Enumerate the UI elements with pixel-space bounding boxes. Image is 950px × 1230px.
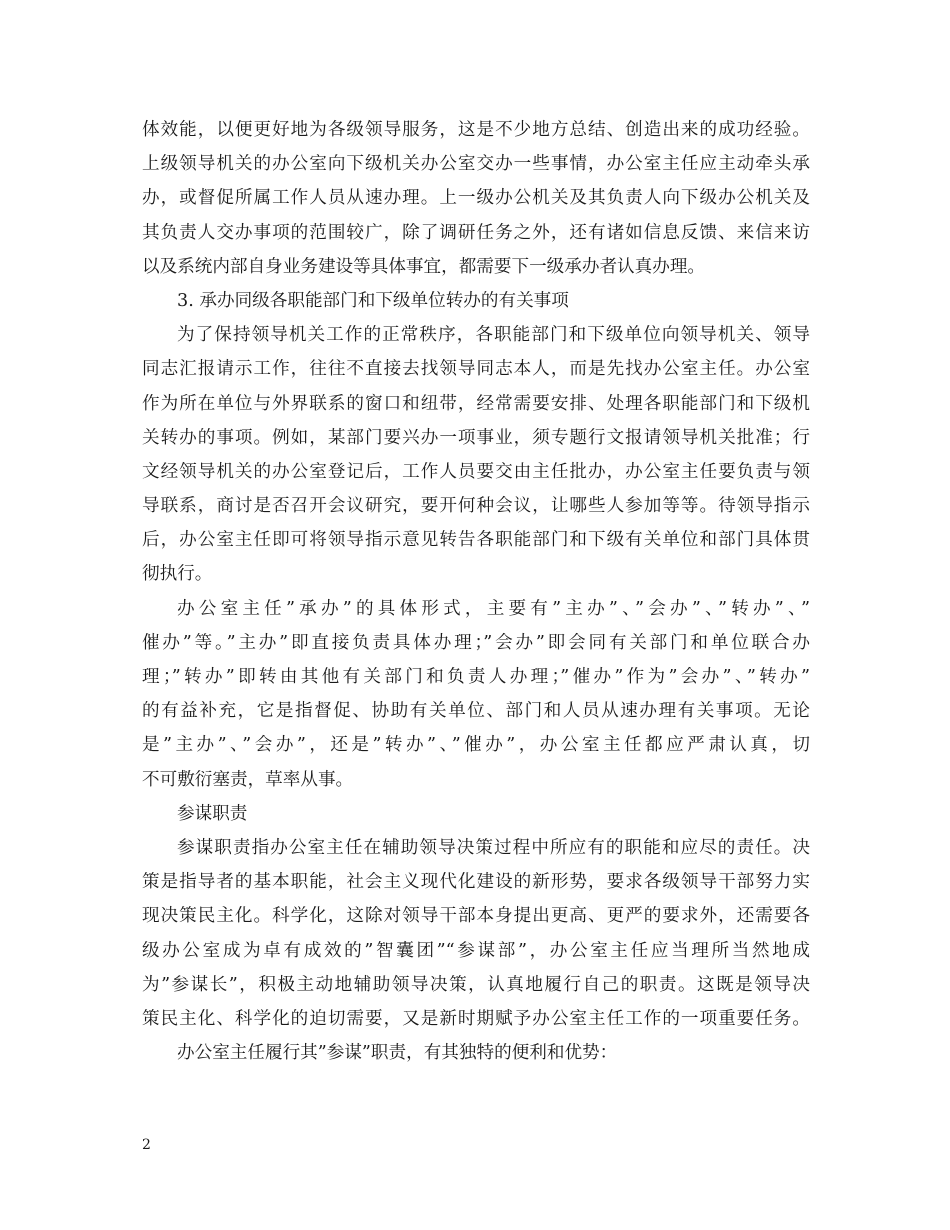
text-line: 体效能，以便更好地为各级领导服务，这是不少地方总结、创造出来的成功经验。 [142, 120, 810, 140]
text-line: 彻执行。 [142, 564, 213, 585]
text-line: 关转办的事项。例如，某部门要兴办一项事业，须专题行文报请领导机关批准；行 [142, 427, 810, 448]
text-line: 后，办公室主任即可将领导指示意见转告各职能部门和下级有关单位和部门具体贯 [142, 530, 810, 551]
text-line: 作为所在单位与外界联系的窗口和纽带，经常需要安排、处理各职能部门和下级机 [142, 393, 810, 414]
text-line: 不可敷衍塞责，草率从事。 [142, 769, 354, 790]
body-text [142, 113, 810, 1070]
text-line: 文经领导机关的办公室登记后，工作人员要交由主任批办，办公室主任要负责与领 [142, 461, 810, 482]
text-line: 级办公室成为卓有成效的”智囊团”“参谋部”，办公室主任应当理所当然地成 [142, 940, 810, 961]
text-line: 策是指导者的基本职能，社会主义现代化建设的新形势，要求各级领导干部努力实 [142, 872, 810, 893]
text-line: 办公室主任履行其”参谋”职责，有其独特的便利和优势： [177, 1043, 618, 1064]
text-line: 3. 承办同级各职能部门和下级单位转办的有关事项 [177, 290, 569, 311]
text-line: 策民主化、科学化的迫切需要，又是新时期赋予办公室主任工作的一项重要任务。 [142, 1008, 810, 1029]
text-line: 导联系，商讨是否召开会议研究，要开何种会议，让哪些人参加等等。待领导指示 [142, 496, 810, 517]
text-line: 是”主办”、”会办”，还是”转办”、”催办”，办公室主任都应严肃认真，切 [142, 735, 810, 756]
text-line: 参谋职责 [177, 803, 248, 824]
text-line: 办，或督促所属工作人员从速办理。上一级办公机关及其负责人向下级办公机关及 [142, 188, 810, 209]
text-line: 同志汇报请示工作，往往不直接去找领导同志本人，而是先找办公室主任。办公室 [142, 359, 810, 380]
text-line: 现决策民主化。科学化，这除对领导干部本身提出更高、更严的要求外，还需要各 [142, 906, 810, 927]
text-line: 参谋职责指办公室主任在辅助领导决策过程中所应有的职能和应尽的责任。决 [177, 837, 810, 858]
text-line: 为了保持领导机关工作的正常秩序，各职能部门和下级单位向领导机关、领导 [177, 325, 810, 346]
text-line: 以及系统内部自身业务建设等具体事宜，都需要下一级承办者认真办理。 [142, 256, 706, 277]
text-line: 理；”转办”即转由其他有关部门和负责人办理；”催办”作为”会办”、”转办” [142, 667, 810, 687]
text-line: 办公室主任”承办”的具体形式，主要有”主办”、”会办”、”转办”、” [177, 598, 810, 619]
text-line: 其负责人交办事项的范围较广，除了调研任务之外，还有诸如信息反馈、来信来访 [142, 222, 810, 243]
text-line: 催办”等。”主办”即直接负责具体办理；”会办”即会同有关部门和单位联合办 [142, 632, 810, 653]
page-number: 2 [142, 1137, 151, 1153]
text-line: 为”参谋长”，积极主动地辅助领导决策，认真地履行自己的职责。这既是领导决 [142, 974, 810, 995]
text-line: 的有益补充，它是指督促、协助有关单位、部门和人员从速办理有关事项。无论 [142, 701, 810, 722]
text-line: 上级领导机关的办公室向下级机关办公室交办一些事情，办公室主任应主动牵头承 [142, 154, 810, 175]
